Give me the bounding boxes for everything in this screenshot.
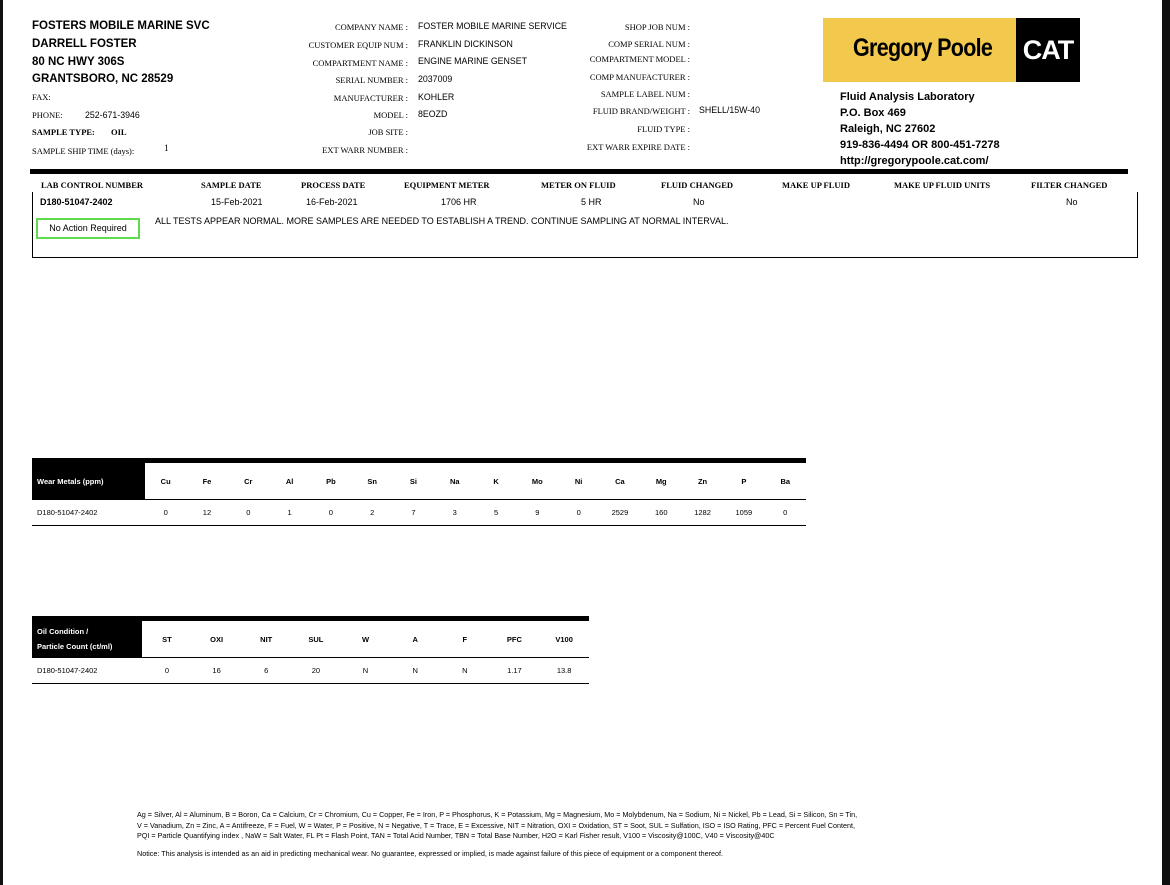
sample-type-label: SAMPLE TYPE:: [32, 127, 95, 137]
wear-metals-col-header: Mg: [641, 461, 682, 500]
customer-city: GRANTSBORO, NC 28529: [32, 73, 174, 85]
col-equipment-meter: EQUIPMENT METER: [404, 180, 490, 190]
lab-name: Fluid Analysis Laboratory: [840, 91, 975, 103]
wear-metals-cell: 1282: [682, 500, 723, 526]
serial-number-value: 2037009: [418, 74, 453, 84]
phone-value: 252-671-3946: [85, 110, 140, 120]
wear-metals-col-header: Ca: [599, 461, 640, 500]
lab-control-value: D180-51047-2402: [40, 197, 113, 207]
table-row: [32, 658, 589, 684]
sample-date-value: 15-Feb-2021: [211, 197, 263, 207]
col-process-date: PROCESS DATE: [301, 180, 366, 190]
oil-condition-col-header: ST: [142, 619, 192, 658]
comp-model-label: COMPARTMENT MODEL :: [589, 54, 690, 64]
sample-label-num-label: SAMPLE LABEL NUM :: [600, 89, 690, 99]
lab-phone: 919-836-4494 OR 800-451-7278: [840, 139, 1000, 151]
compartment-name-label: COMPARTMENT NAME :: [312, 58, 408, 68]
table-row: [32, 500, 806, 526]
comp-serial-label: COMP SERIAL NUM :: [608, 39, 690, 49]
oil-condition-cell: 1.17: [490, 658, 540, 684]
customer-equip-label: CUSTOMER EQUIP NUM :: [308, 40, 408, 50]
company-name-label: COMPANY NAME :: [334, 22, 408, 32]
oil-condition-cell: 20: [291, 658, 341, 684]
oil-condition-col-header: PFC: [490, 619, 540, 658]
wear-metals-cell: 1059: [723, 500, 764, 526]
customer-contact: DARRELL FOSTER: [32, 38, 137, 50]
oil-condition-row-label: D180-51047-2402: [32, 658, 142, 684]
analysis-comment: ALL TESTS APPEAR NORMAL. MORE SAMPLES ARE NEEDED TO ESTABLISH A TREND. CONTINUE SAMPLING AT NORMAL INTERVAL.: [155, 216, 729, 226]
legend-line-1: Ag = Silver, Al = Aluminum, B = Boron, Ca = Calcium, Cr = Chromium, Cu = Copper, Fe = Iron, P = Phosphorus, K = Potassium, Mg = Magnesium, Mo = Molybdenum, Na = Sodium, Ni = Nickel, Pb = Lead, Si = Silicon, Sn = Tin,: [137, 810, 858, 819]
wear-metals-title: Wear Metals (ppm): [32, 461, 145, 500]
wear-metals-cell: 0: [764, 500, 806, 526]
col-make-up-fluid: MAKE UP FLUID: [782, 180, 850, 190]
cat-logo: CAT: [1016, 18, 1080, 82]
wear-metals-cell: 3: [434, 500, 475, 526]
job-site-label: JOB SITE :: [368, 127, 408, 137]
ext-warr-label: EXT WARR NUMBER :: [322, 145, 408, 155]
oil-condition-col-header: SUL: [291, 619, 341, 658]
customer-address: 80 NC HWY 306S: [32, 56, 125, 68]
manufacturer-label: MANUFACTURER :: [333, 93, 408, 103]
fluid-brand-label: FLUID BRAND/WEIGHT :: [592, 106, 690, 116]
meter-on-fluid-value: 5 HR: [581, 197, 602, 207]
wear-metals-col-header: Cu: [145, 461, 186, 500]
wear-metals-cell: 2529: [599, 500, 640, 526]
col-meter-on-fluid: METER ON FLUID: [541, 180, 616, 190]
phone-label: PHONE:: [32, 110, 63, 120]
wear-metals-col-header: Ni: [558, 461, 599, 500]
wear-metals-col-header: Na: [434, 461, 475, 500]
disclaimer-notice: Notice: This analysis is intended as an aid in predicting mechanical wear. No guarantee, expressed or implied, is made against failure of this piece of equipment or a component thereof.: [137, 849, 723, 858]
col-make-up-units: MAKE UP FLUID UNITS: [894, 180, 991, 190]
shop-job-label: SHOP JOB NUM :: [624, 22, 690, 32]
fluid-changed-value: No: [693, 197, 705, 207]
lab-info: [840, 89, 1000, 169]
wear-metals-col-header: Sn: [352, 461, 393, 500]
customer-name: FOSTERS MOBILE MARINE SVC: [32, 20, 210, 32]
oil-condition-cell: 13.8: [539, 658, 589, 684]
equipment-meter-value: 1706 HR: [441, 197, 477, 207]
wear-metals-cell: 5: [475, 500, 516, 526]
gregory-poole-logo: [823, 18, 1080, 82]
model-value: 8EOZD: [418, 109, 448, 119]
oil-condition-col-header: F: [440, 619, 490, 658]
wear-metals-cell: 2: [352, 500, 393, 526]
header-divider: [30, 169, 1128, 174]
oil-condition-cell: 6: [241, 658, 291, 684]
wear-metals-cell: 0: [228, 500, 269, 526]
oil-condition-title: [32, 619, 142, 658]
wear-metals-col-header: Fe: [186, 461, 227, 500]
oil-condition-col-header: OXI: [192, 619, 242, 658]
ship-time-value: 1: [164, 144, 169, 154]
oil-condition-col-header: A: [390, 619, 440, 658]
logo-text: Gregory Poole: [853, 34, 993, 62]
wear-metals-cell: 0: [145, 500, 186, 526]
oil-condition-title-line2: Particle Count (ct/ml): [37, 642, 113, 651]
wear-metals-col-header: Mo: [517, 461, 558, 500]
lab-city: Raleigh, NC 27602: [840, 123, 936, 135]
wear-metals-cell: 0: [558, 500, 599, 526]
oil-condition-cell: 16: [192, 658, 242, 684]
oil-condition-title-line1: Oil Condition /: [37, 627, 89, 636]
col-fluid-changed: FLUID CHANGED: [661, 180, 734, 190]
manufacturer-value: KOHLER: [418, 92, 455, 102]
wear-metals-header-row: [32, 461, 806, 500]
filter-changed-value: No: [1066, 197, 1078, 207]
comp-manufacturer-label: COMP MANUFACTURER :: [589, 72, 690, 82]
status-badge: No Action Required: [36, 218, 140, 239]
fluid-brand-value: SHELL/15W-40: [699, 105, 760, 115]
col-sample-date: SAMPLE DATE: [201, 180, 262, 190]
wear-metals-cell: 7: [393, 500, 434, 526]
frame-left-edge: [0, 0, 3, 885]
oil-condition-cell: N: [390, 658, 440, 684]
abbreviation-legend: [137, 810, 947, 842]
wear-metals-col-header: Si: [393, 461, 434, 500]
oil-condition-col-header: W: [341, 619, 391, 658]
oil-condition-cell: 0: [142, 658, 192, 684]
serial-number-label: SERIAL NUMBER :: [335, 75, 408, 85]
wear-metals-cell: 0: [310, 500, 351, 526]
wear-metals-cell: 12: [186, 500, 227, 526]
process-date-value: 16-Feb-2021: [306, 197, 358, 207]
wear-metals-col-header: Cr: [228, 461, 269, 500]
oil-condition-cell: N: [440, 658, 490, 684]
wear-metals-cell: 9: [517, 500, 558, 526]
ship-time-label: SAMPLE SHIP TIME (days):: [32, 146, 135, 156]
col-lab-control: LAB CONTROL NUMBER: [41, 180, 144, 190]
compartment-name-value: ENGINE MARINE GENSET: [418, 56, 527, 66]
lab-url[interactable]: http://gregorypoole.cat.com/: [840, 155, 989, 167]
oil-condition-header-row: [32, 619, 589, 658]
company-name-value: FOSTER MOBILE MARINE SERVICE: [418, 21, 567, 31]
model-label: MODEL :: [373, 110, 408, 120]
legend-line-2: V = Vanadium, Zn = Zinc, A = Antifreeze, F = Fuel, W = Water, P = Positive, N = Negative, T = Trace, E = Excessive, NIT = Nitration, OXI = Oxidation, ST = Soot, SUL = Sulfation, ISO = ISO Rating, PFC = Percent Fuel Content,: [137, 820, 855, 830]
fax-label: FAX:: [32, 92, 51, 102]
wear-metals-col-header: Ba: [764, 461, 806, 500]
wear-metals-col-header: Al: [269, 461, 310, 500]
col-filter-changed: FILTER CHANGED: [1031, 180, 1108, 190]
customer-equip-value: FRANKLIN DICKINSON: [418, 39, 513, 49]
frame-right-edge: [1162, 0, 1170, 885]
sample-type-value: OIL: [111, 127, 127, 137]
wear-metals-row-label: D180-51047-2402: [32, 500, 145, 526]
wear-metals-col-header: P: [723, 461, 764, 500]
wear-metals-cell: 1: [269, 500, 310, 526]
oil-condition-col-header: V100: [539, 619, 589, 658]
wear-metals-table: [32, 458, 806, 526]
wear-metals-cell: 160: [641, 500, 682, 526]
wear-metals-col-header: Pb: [310, 461, 351, 500]
oil-condition-col-header: NIT: [241, 619, 291, 658]
oil-condition-table: [32, 616, 589, 684]
wear-metals-col-header: K: [475, 461, 516, 500]
oil-condition-cell: N: [341, 658, 391, 684]
legend-line-3: PQI = Particle Quantifying index , NaW = Salt Water, FL Pt = Flash Point, TAN = Total Acid Number, TBN = Total Base Number, H2O = Karl Fisher result, V100 = Viscosity@100C, V40 = Viscosity@40C: [137, 831, 775, 841]
ext-expire-label: EXT WARR EXPIRE DATE :: [586, 142, 690, 152]
fluid-type-label: FLUID TYPE :: [637, 124, 690, 134]
lab-box: P.O. Box 469: [840, 107, 906, 119]
wear-metals-col-header: Zn: [682, 461, 723, 500]
